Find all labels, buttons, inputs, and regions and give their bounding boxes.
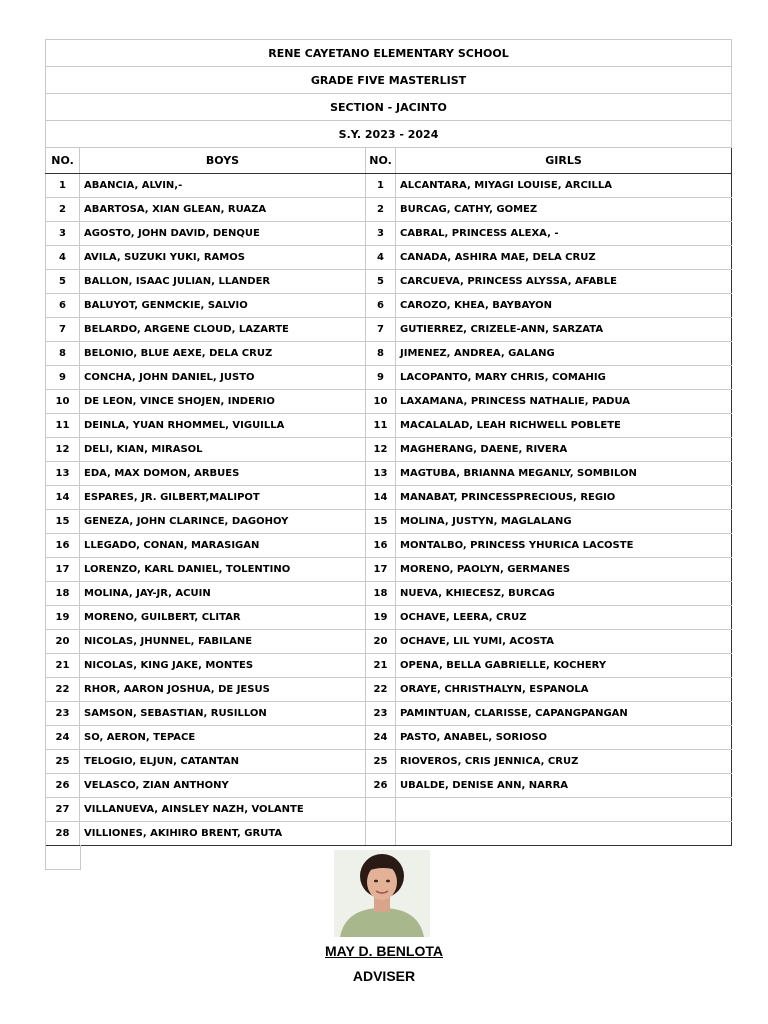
boy-name: DELI, KIAN, MIRASOL [80,438,366,462]
table-row [46,462,732,486]
girl-name: MOLINA, JUSTYN, MAGLALANG [396,510,732,534]
boy-name: DE LEON, VINCE SHOJEN, INDERIO [80,390,366,414]
girl-name: GUTIERREZ, CRIZELE-ANN, SARZATA [396,318,732,342]
girl-name: LACOPANTO, MARY CHRIS, COMAHIG [396,366,732,390]
table-row [46,606,732,630]
masterlist-sheet [45,39,732,846]
school-name: RENE CAYETANO ELEMENTARY SCHOOL [46,40,732,67]
girl-number: 8 [366,342,396,366]
boy-name: ESPARES, JR. GILBERT,MALIPOT [80,486,366,510]
boy-number: 22 [46,678,80,702]
girl-number: 16 [366,534,396,558]
girl-name: UBALDE, DENISE ANN, NARRA [396,774,732,798]
boy-number: 12 [46,438,80,462]
table-row [46,582,732,606]
girl-name: MORENO, PAOLYN, GERMANES [396,558,732,582]
boy-name: VILLANUEVA, AINSLEY NAZH, VOLANTE [80,798,366,822]
girl-number: 17 [366,558,396,582]
boy-name: LLEGADO, CONAN, MARASIGAN [80,534,366,558]
boy-name: VILLIONES, AKIHIRO BRENT, GRUTA [80,822,366,846]
girl-name [396,822,732,846]
table-row [46,198,732,222]
table-row [46,510,732,534]
girl-number: 5 [366,270,396,294]
boys-no-header: NO. [46,148,80,174]
boy-name: CONCHA, JOHN DANIEL, JUSTO [80,366,366,390]
girl-number: 26 [366,774,396,798]
girl-name: NUEVA, KHIECESZ, BURCAG [396,582,732,606]
boy-name: MOLINA, JAY-JR, ACUIN [80,582,366,606]
girl-number: 18 [366,582,396,606]
girl-name: MANABAT, PRINCESSPRECIOUS, REGIO [396,486,732,510]
boy-number: 8 [46,342,80,366]
boy-name: TELOGIO, ELJUN, CATANTAN [80,750,366,774]
table-row [46,414,732,438]
boy-name: SO, AERON, TEPACE [80,726,366,750]
girl-number: 9 [366,366,396,390]
girl-name: JIMENEZ, ANDREA, GALANG [396,342,732,366]
boy-name: AVILA, SUZUKI YUKI, RAMOS [80,246,366,270]
girl-number: 4 [366,246,396,270]
boy-number: 17 [46,558,80,582]
table-row [46,390,732,414]
boy-name: NICOLAS, KING JAKE, MONTES [80,654,366,678]
boy-number: 10 [46,390,80,414]
girl-name: OCHAVE, LEERA, CRUZ [396,606,732,630]
boy-number: 21 [46,654,80,678]
boy-number: 19 [46,606,80,630]
table-row [46,822,732,846]
boy-name: VELASCO, ZIAN ANTHONY [80,774,366,798]
table-row [46,630,732,654]
boy-number: 6 [46,294,80,318]
girl-name: CABRAL, PRINCESS ALEXA, - [396,222,732,246]
boy-name: SAMSON, SEBASTIAN, RUSILLON [80,702,366,726]
boy-name: BALLON, ISAAC JULIAN, LLANDER [80,270,366,294]
boy-number: 7 [46,318,80,342]
girl-name: RIOVEROS, CRIS JENNICA, CRUZ [396,750,732,774]
girl-name [396,798,732,822]
boy-name: ABANCIA, ALVIN,- [80,174,366,198]
boy-number: 14 [46,486,80,510]
adviser-portrait-icon [334,850,430,937]
boy-name: AGOSTO, JOHN DAVID, DENQUE [80,222,366,246]
girl-number [366,798,396,822]
school-year: S.Y. 2023 - 2024 [46,121,732,148]
table-row [46,366,732,390]
boy-number: 13 [46,462,80,486]
boy-number: 4 [46,246,80,270]
girl-number: 1 [366,174,396,198]
girl-number: 21 [366,654,396,678]
boy-number: 28 [46,822,80,846]
boy-name: MORENO, GUILBERT, CLITAR [80,606,366,630]
girl-name: ALCANTARA, MIYAGI LOUISE, ARCILLA [396,174,732,198]
boy-number: 20 [46,630,80,654]
boy-name: LORENZO, KARL DANIEL, TOLENTINO [80,558,366,582]
girls-header: GIRLS [396,148,732,174]
boy-number: 9 [46,366,80,390]
table-row [46,726,732,750]
boy-number: 23 [46,702,80,726]
section-name: SECTION - JACINTO [46,94,732,121]
girl-number: 2 [366,198,396,222]
table-row [46,534,732,558]
masterlist-table [45,39,732,846]
boy-number: 15 [46,510,80,534]
table-row [46,438,732,462]
girl-name: MACALALAD, LEAH RICHWELL POBLETE [396,414,732,438]
table-row [46,678,732,702]
girl-number: 20 [366,630,396,654]
girl-number: 7 [366,318,396,342]
boy-number: 2 [46,198,80,222]
boy-name: NICOLAS, JHUNNEL, FABILANE [80,630,366,654]
adviser-role: ADVISER [352,968,416,984]
girl-number: 22 [366,678,396,702]
table-row [46,294,732,318]
empty-cell [45,845,81,870]
girl-number: 25 [366,750,396,774]
girl-name: LAXAMANA, PRINCESS NATHALIE, PADUA [396,390,732,414]
girl-name: BURCAG, CATHY, GOMEZ [396,198,732,222]
girl-name: PAMINTUAN, CLARISSE, CAPANGPANGAN [396,702,732,726]
boy-number: 25 [46,750,80,774]
girl-name: CANADA, ASHIRA MAE, DELA CRUZ [396,246,732,270]
girl-number: 24 [366,726,396,750]
girl-name: MAGTUBA, BRIANNA MEGANLY, SOMBILON [396,462,732,486]
boy-name: EDA, MAX DOMON, ARBUES [80,462,366,486]
boy-name: BELARDO, ARGENE CLOUD, LAZARTE [80,318,366,342]
table-row [46,246,732,270]
boy-number: 16 [46,534,80,558]
table-row [46,486,732,510]
table-row [46,174,732,198]
table-row [46,342,732,366]
girl-number: 6 [366,294,396,318]
boy-number: 1 [46,174,80,198]
girl-name: OCHAVE, LIL YUMI, ACOSTA [396,630,732,654]
girls-no-header: NO. [366,148,396,174]
boy-number: 24 [46,726,80,750]
table-row [46,702,732,726]
girl-number: 13 [366,462,396,486]
table-row [46,654,732,678]
girl-name: PASTO, ANABEL, SORIOSO [396,726,732,750]
girl-name: MONTALBO, PRINCESS YHURICA LACOSTE [396,534,732,558]
boys-header: BOYS [80,148,366,174]
boy-number: 11 [46,414,80,438]
girl-number: 11 [366,414,396,438]
girl-number: 14 [366,486,396,510]
girl-number: 10 [366,390,396,414]
table-row [46,318,732,342]
adviser-photo [334,850,430,937]
boy-number: 18 [46,582,80,606]
column-header-row [46,148,732,174]
girl-name: OPENA, BELLA GABRIELLE, KOCHERY [396,654,732,678]
table-row [46,750,732,774]
girl-number: 15 [366,510,396,534]
girl-name: MAGHERANG, DAENE, RIVERA [396,438,732,462]
girl-number: 23 [366,702,396,726]
girl-number: 3 [366,222,396,246]
list-title: GRADE FIVE MASTERLIST [46,67,732,94]
adviser-name: MAY D. BENLOTA [325,943,443,959]
girl-number: 19 [366,606,396,630]
table-row [46,774,732,798]
boy-number: 5 [46,270,80,294]
boy-name: GENEZA, JOHN CLARINCE, DAGOHOY [80,510,366,534]
table-row [46,798,732,822]
boy-name: DEINLA, YUAN RHOMMEL, VIGUILLA [80,414,366,438]
boy-name: RHOR, AARON JOSHUA, DE JESUS [80,678,366,702]
girl-number: 12 [366,438,396,462]
table-row [46,270,732,294]
boy-number: 27 [46,798,80,822]
girl-name: CARCUEVA, PRINCESS ALYSSA, AFABLE [396,270,732,294]
boy-number: 3 [46,222,80,246]
girl-number [366,822,396,846]
boy-number: 26 [46,774,80,798]
table-row [46,558,732,582]
girl-name: CAROZO, KHEA, BAYBAYON [396,294,732,318]
boy-name: ABARTOSA, XIAN GLEAN, RUAZA [80,198,366,222]
boy-name: BALUYOT, GENMCKIE, SALVIO [80,294,366,318]
boy-name: BELONIO, BLUE AEXE, DELA CRUZ [80,342,366,366]
table-row [46,222,732,246]
girl-name: ORAYE, CHRISTHALYN, ESPANOLA [396,678,732,702]
